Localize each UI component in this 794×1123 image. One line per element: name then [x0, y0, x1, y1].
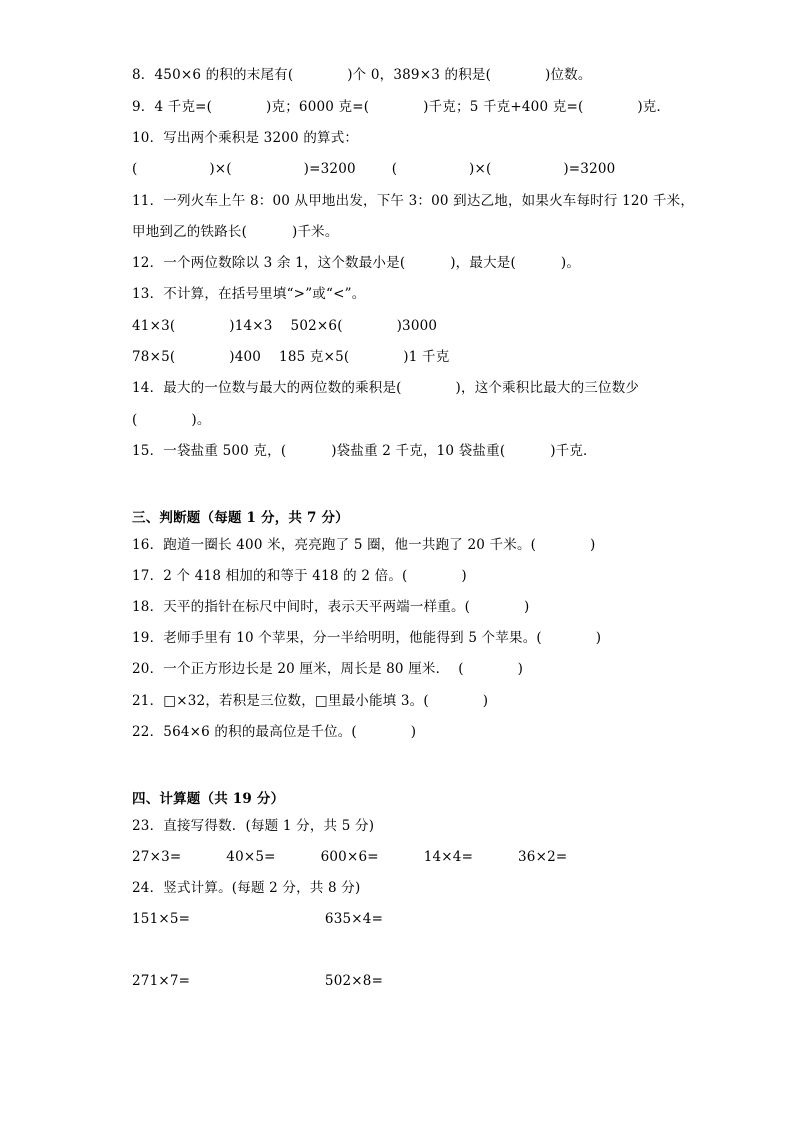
section-4-heading: 四、计算题（共 19 分） — [132, 791, 285, 807]
question-13-row-2: 78×5( )400 185 克×5( )1 千克 — [132, 349, 450, 365]
question-8: 8．450×6 的积的末尾有( )个 0，389×3 的积是( )位数。 — [132, 67, 592, 83]
question-22: 22．564×6 的积的最高位是千位。( ) — [132, 724, 417, 740]
question-20: 20．一个正方形边长是 20 厘米，周长是 80 厘米． ( ) — [132, 661, 524, 677]
question-24-row-1: 151×5= 635×4= — [132, 911, 384, 927]
question-11-cont: 甲地到乙的铁路长( )千米。 — [132, 224, 339, 240]
question-12: 12．一个两位数除以 3 余 1，这个数最小是( )，最大是( )。 — [132, 255, 581, 271]
question-24: 24．竖式计算。(每题 2 分，共 8 分) — [132, 880, 361, 896]
question-18: 18．天平的指针在标尺中间时，表示天平两端一样重。( ) — [132, 599, 530, 615]
question-21: 21．□×32，若积是三位数，□里最小能填 3。( ) — [132, 693, 489, 709]
question-14: 14．最大的一位数与最大的两位数的乘积是( )，这个乘积比最大的三位数少 — [132, 380, 640, 396]
question-10: 10．写出两个乘积是 3200 的算式： — [132, 130, 359, 146]
question-13-row-1: 41×3( )14×3 502×6( )3000 — [132, 318, 438, 334]
section-3-heading: 三、判断题（每题 1 分，共 7 分） — [132, 510, 349, 526]
question-15: 15．一袋盐重 500 克，( )袋盐重 2 千克，10 袋盐重( )千克． — [132, 443, 597, 459]
question-9: 9．4 千克=( )克；6000 克=( )千克；5 千克+400 克=( )克． — [132, 99, 671, 115]
question-23-items: 27×3= 40×5= 600×6= 14×4= 36×2= — [132, 849, 568, 865]
question-24-row-2: 271×7= 502×8= — [132, 973, 384, 989]
question-17: 17．2 个 418 相加的和等于 418 的 2 倍。( ) — [132, 568, 467, 584]
question-14-cont: ( )。 — [132, 412, 211, 428]
question-23: 23．直接写得数．(每题 1 分，共 5 分) — [132, 818, 375, 834]
question-19: 19．老师手里有 10 个苹果，分一半给明明，他能得到 5 个苹果。( ) — [132, 630, 602, 646]
question-13: 13．不计算，在括号里填“>”或“<”。 — [132, 286, 366, 302]
question-16: 16．跑道一圈长 400 米，亮亮跑了 5 圈，他一共跑了 20 千米。( ) — [132, 537, 596, 553]
question-10-blanks: ( )×( )=3200 ( )×( )=3200 — [132, 161, 616, 177]
question-11: 11．一列火车上午 8：00 从甲地出发，下午 3：00 到达乙地，如果火车每时行 120 千米， — [132, 193, 695, 209]
